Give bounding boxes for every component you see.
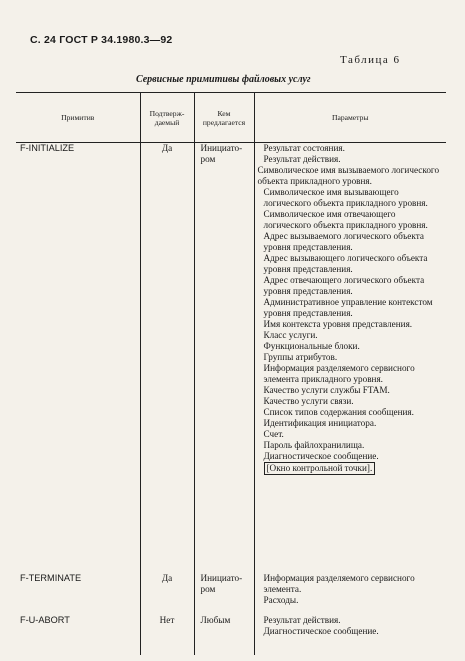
optional-param-box: [Окно контрольной точки]. xyxy=(264,462,376,475)
confirmed-cell: Да xyxy=(140,573,194,615)
param-line: Адрес вызывающего логического объекта уровня представления. xyxy=(263,253,430,274)
confirmed-cell: Да xyxy=(140,143,194,574)
param-line: Список типов содержания сообщения. xyxy=(263,407,414,417)
col-header-offered-by: Кем предлагается xyxy=(194,93,254,143)
table-row xyxy=(16,143,446,574)
param-line: Качество услуги связи. xyxy=(263,396,354,406)
table-row xyxy=(16,573,446,615)
primitive-cell: F-U-ABORT xyxy=(16,615,140,655)
col-header-params: Параметры xyxy=(254,93,446,143)
param-line: Результат действия. xyxy=(263,615,341,625)
param-line: Диагностическое сообщение. xyxy=(263,626,379,636)
params-cell xyxy=(254,573,446,615)
params-cell xyxy=(254,143,446,574)
primitive-cell: F-TERMINATE xyxy=(16,573,140,615)
param-line: Информация разделяемого сервисного элемента прикладного уровня. xyxy=(263,363,417,384)
table-row xyxy=(16,615,446,655)
param-line: Адрес вызываемого логического объекта уровня представления. xyxy=(263,231,427,252)
param-line: Результат состояния. xyxy=(263,143,345,153)
param-line: Адрес отвечающего логического объекта уровня представления. xyxy=(263,275,427,296)
col-header-primitive: Примитив xyxy=(16,93,140,143)
param-line: Группы атрибутов. xyxy=(263,352,338,362)
param-line: Расходы. xyxy=(263,595,299,605)
confirmed-cell: Нет xyxy=(140,615,194,655)
param-line xyxy=(258,462,444,475)
table-title: Сервисные примитивы файловых услуг xyxy=(136,74,311,85)
param-line: Качество услуги службы FTAM. xyxy=(263,385,390,395)
table-number: Таблица 6 xyxy=(340,54,401,66)
param-line: Имя контекста уровня представления. xyxy=(263,319,413,329)
primitive-cell: F-INITIALIZE xyxy=(16,143,140,574)
param-line: Результат действия. xyxy=(263,154,341,164)
param-line: Пароль файлохранилища. xyxy=(263,440,365,450)
param-line: Символическое имя вызываемого логического объекта прикладного уровня. xyxy=(257,165,442,186)
param-line: Информация разделяемого сервисного элемента. xyxy=(263,573,417,594)
param-line: Диагностическое сообщение. xyxy=(263,451,379,461)
offered-by-cell: Любым xyxy=(194,615,254,655)
params-cell xyxy=(254,615,446,655)
col-header-confirmed: Подтверж-даемый xyxy=(140,93,194,143)
offered-by-cell: Инициато-ром xyxy=(194,143,254,574)
param-line: Символическое имя отвечающего логического объекта прикладного уровня. xyxy=(263,209,428,230)
table-header-row xyxy=(16,93,446,143)
param-line: Счет. xyxy=(263,429,284,439)
primitives-table xyxy=(16,92,446,655)
offered-by-cell: Инициато-ром xyxy=(194,573,254,615)
param-line: Функциональные блоки. xyxy=(263,341,360,351)
page-header: С. 24 ГОСТ Р 34.1980.3—92 xyxy=(30,34,173,46)
param-line: Символическое имя вызывающего логического объекта прикладного уровня. xyxy=(263,187,428,208)
param-line: Административное управление контекстом уровня представления. xyxy=(263,297,435,318)
param-line: Класс услуги. xyxy=(263,330,318,340)
param-line: Идентификация инициатора. xyxy=(263,418,377,428)
